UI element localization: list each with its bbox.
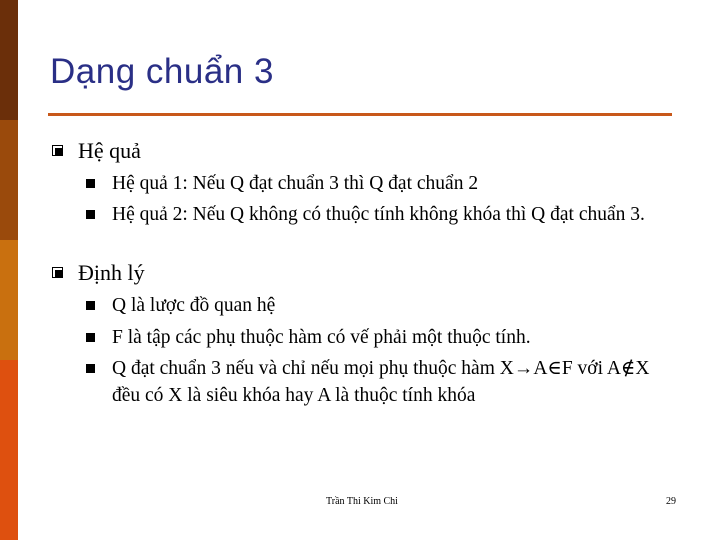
square-bullet-icon [86,179,95,188]
square-bullet-icon [86,364,95,373]
list-item-text: Hệ quả 1: Nếu Q đạt chuẩn 3 thì Q đạt chuẩn 2 [112,173,479,194]
section-heading-text: Hệ quả [78,138,141,163]
list-item-text: Hệ quả 2: Nếu Q không có thuộc tính không khóa thì Q đạt chuẩn 3. [112,204,645,225]
title-underline [48,113,672,116]
page-number: 29 [666,496,676,507]
slide-title: Dạng chuẩn 3 [50,52,274,91]
square-bullet-icon [86,301,95,310]
list-item-text: Q đạt chuẩn 3 nếu và chỉ nếu mọi phụ thuộc hàm X→A∈F với A∉X đều có X là siêu khóa hay A là thuộc tính khóa [112,358,650,406]
list-item-text: F là tập các phụ thuộc hàm có vế phải một thuộc tính. [112,327,531,348]
accent-bar-segment-3 [0,240,18,360]
section-heading-text: Định lý [78,260,145,285]
hollow-square-bullet-icon [52,145,63,156]
square-bullet-icon [86,333,95,342]
accent-bar-segment-1 [0,0,18,120]
hollow-square-bullet-icon [52,267,63,278]
accent-bar-segment-4 [0,360,18,540]
footer-author: Trần Thi Kim Chi [326,496,398,507]
square-bullet-icon [86,210,95,219]
accent-bar-segment-2 [0,120,18,240]
list-item-text: Q là lược đồ quan hệ [112,295,276,316]
